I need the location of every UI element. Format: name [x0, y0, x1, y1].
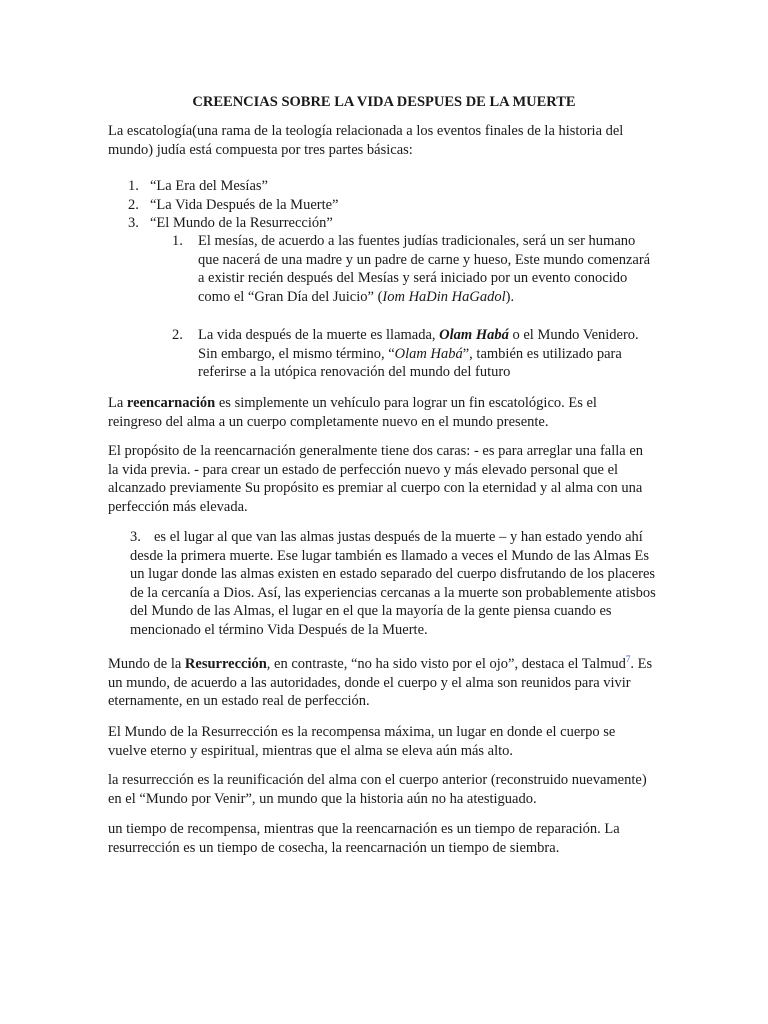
item-3-text: es el lugar al que van las almas justas después de la muerte – y han estado yendo ahí desde la primera muerte. Ese lugar también es llamado a veces el Mundo de las Almas Es un lugar donde las almas existen en estado separado del cuerpo disfrutando de los placeres de la cercanía a Dios. Así, las experiencias cercanas a la muerte son probablemente atisbos del Mundo de las Almas, el lugar en el que la mayoría de la gente piensa cuando es mencionado el término Vida Después de la Muerte.: [130, 529, 656, 638]
sub-item-text: La vida después de la muerte es llamada, Olam Habá o el Mundo Venidero. Sin embargo, el mismo término, “Olam Habá”, también es utilizado para referirse a la utópica renovación del mundo del futuro: [198, 327, 639, 380]
reunificacion-paragraph: la resurrección es la reunificación del alma con el cuerpo anterior (reconstruido nuevamente) en el “Mundo por Venir”, un mundo que la historia aún no ha atestiguado.: [108, 772, 647, 807]
italic-term: Olam Habá: [394, 345, 463, 362]
main-list: [128, 177, 339, 233]
sub-item-mesias: [172, 232, 656, 306]
list-text: “El Mundo de la Resurrección”: [150, 215, 333, 231]
list-item: [128, 196, 339, 215]
list-number: 2.: [128, 196, 139, 213]
list-item: [128, 177, 339, 196]
item-3-block: [130, 528, 656, 639]
bold-term: reencarnación: [126, 395, 216, 411]
bold-italic-term: Olam Habá: [439, 327, 509, 343]
list-item: [128, 214, 339, 233]
sub-item-text: El mesías, de acuerdo a las fuentes judías tradicionales, será un ser humano que nacerá de una madre y un padre de carne y hueso, Este mundo comenzará a existir recién después del Mesías y será iniciado por un evento conocido como el “Gran Día del Juicio” (Iom HaDin HaGadol).: [198, 233, 651, 305]
sub-item-number: 2.: [172, 327, 183, 343]
intro-paragraph: La escatología(una rama de la teología relacionada a los eventos finales de la historia del mundo) judía está compuesta por tres partes básicas:: [108, 123, 624, 158]
page-title: CREENCIAS SOBRE LA VIDA DESPUES DE LA MUERTE: [192, 94, 576, 110]
list-text: “La Era del Mesías”: [150, 178, 268, 194]
footnote-reference[interactable]: 7: [625, 654, 631, 665]
sub-item-vida: [172, 326, 656, 382]
list-text: “La Vida Después de la Muerte”: [150, 196, 339, 213]
sub-item-number: 1.: [172, 233, 183, 249]
tiempo-paragraph: un tiempo de recompensa, mientras que la reencarnación es un tiempo de reparación. La resurrección es un tiempo de cosecha, la reencarnación un tiempo de siembra.: [108, 821, 620, 856]
list-number: 1.: [128, 178, 139, 194]
item-3-number: 3.: [130, 529, 141, 545]
list-number: 3.: [128, 215, 139, 231]
recompensa-paragraph: El Mundo de la Resurrección es la recompensa máxima, un lugar en donde el cuerpo se vuelve eterno y espiritual, mientras que el alma se eleva aún más alto.: [108, 724, 616, 759]
reencarnacion-paragraph: La reencarnación es simplemente un vehículo para lograr un fin escatológico. Es el reingreso del alma a un cuerpo completamente nuevo en el mundo presente.: [108, 395, 597, 430]
italic-term: Iom HaDin HaGadol: [382, 288, 506, 305]
proposito-paragraph: El propósito de la reencarnación generalmente tiene dos caras: - es para arreglar una falla en la vida previa. - para crear un estado de perfección nuevo y más elevado personal que el alcanzado previamente Su propósito es premiar al cuerpo con la eternidad y al alma con una perfección más elevada.: [108, 443, 644, 515]
bold-term: Resurrección: [184, 656, 267, 672]
resurreccion-paragraph: Mundo de la Resurrección, en contraste, “no ha sido visto por el ojo”, destaca el Talmud$^7$. Es un mundo, de acuerdo a las autoridades, donde el cuerpo y el alma son reunidos para vivir eternamente, en un estado real de perfección.: [108, 654, 653, 709]
